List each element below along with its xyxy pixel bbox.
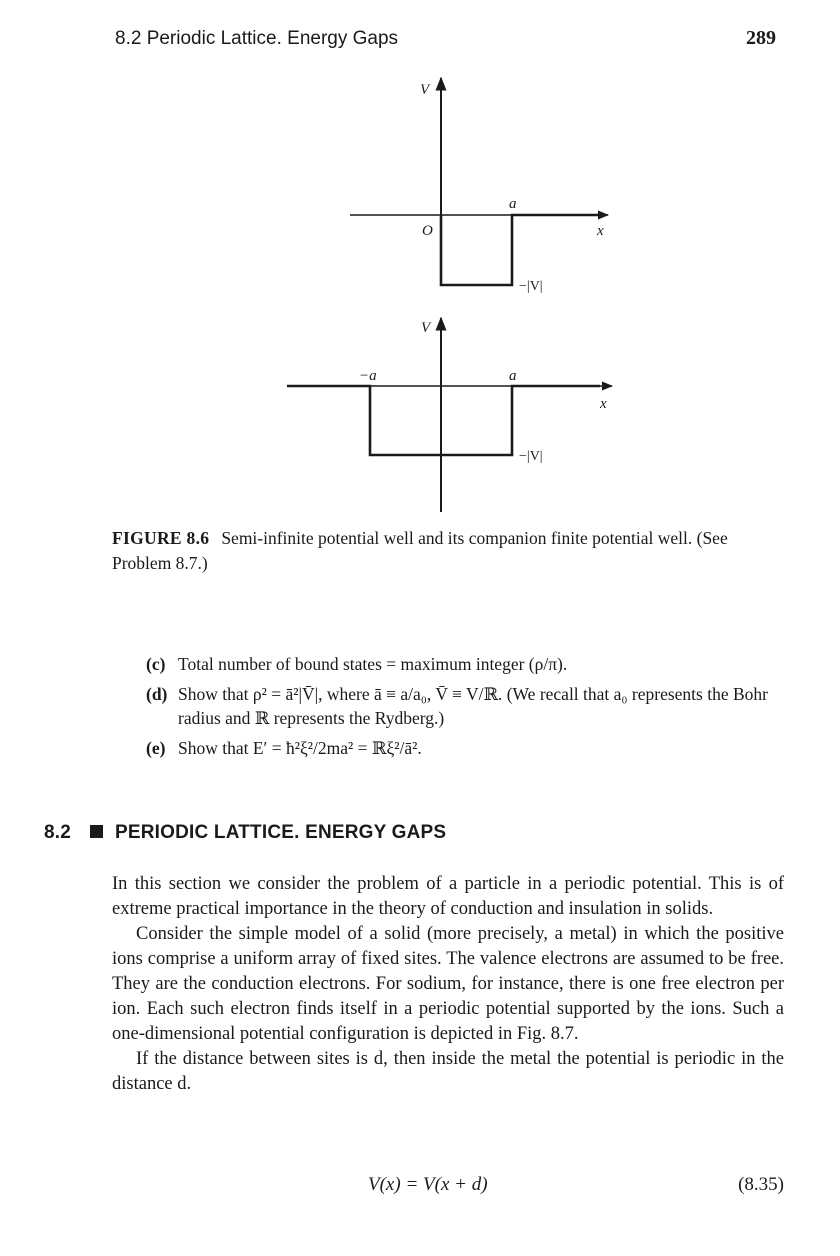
body-text — [112, 872, 784, 1097]
running-head: 8.2 Periodic Lattice. Energy Gaps — [115, 28, 399, 49]
caption-text: Semi-infinite potential well and its companion finite potential well. (See Problem 8.7.) — [112, 528, 728, 573]
item-label: (c) — [146, 654, 166, 674]
x-label-top: x — [597, 223, 604, 239]
well-profile-top — [441, 215, 600, 285]
depth-label-bottom: −|V| — [519, 449, 543, 464]
a-label-top: a — [509, 196, 517, 212]
origin-label: O — [422, 223, 433, 239]
figure-8-6 — [0, 0, 840, 530]
section-title: PERIODIC LATTICE. ENERGY GAPS — [115, 822, 447, 843]
neg-a-label: −a — [359, 368, 377, 384]
well-profile-bottom — [287, 386, 600, 455]
section-marker-icon — [90, 825, 103, 838]
item-text: Show that E′ = ħ²ξ²/2ma² = ℝξ²/ā². — [178, 738, 422, 758]
v-label-bottom: V — [421, 320, 431, 336]
page-number: 289 — [746, 27, 776, 49]
problem-item — [146, 682, 788, 730]
section-heading — [44, 822, 446, 844]
paragraph: In this section we consider the problem of a particle in a periodic potential. This is of extreme practical importance in the theory of conduction and insulation in solids. — [112, 874, 784, 919]
problem-items — [146, 652, 788, 766]
depth-label-top: −|V| — [519, 279, 543, 294]
semi-infinite-well-plot — [350, 78, 608, 294]
v-label-top: V — [420, 82, 430, 98]
finite-well-plot — [287, 318, 612, 512]
item-text: Show that ρ² = ā²|V̄|, where ā ≡ a/a₀, V̄ ≡ V/ℝ. (We recall that a₀ represents the Bohr radius and ℝ represents the Rydberg.) — [178, 684, 768, 728]
equation-number: (8.35) — [738, 1174, 784, 1195]
x-label-bottom: x — [600, 396, 607, 412]
paragraph: Consider the simple model of a solid (more precisely, a metal) in which the positive ions comprise a uniform array of fixed sites. The valence electrons are assumed to be free. They are the conduction electrons. For sodium, for instance, there is one free electron per ion. Each such electron finds itself in a periodic potential supported by the ions. Such a one-dimensional potential configuration is depicted in Fig. 8.7. — [112, 924, 784, 1044]
equation-text: V(x) = V(x + d) — [368, 1174, 488, 1195]
paragraph: If the distance between sites is d, then inside the metal the potential is periodic in the distance d. — [112, 1049, 784, 1094]
section-number: 8.2 — [44, 822, 72, 843]
figure-caption — [112, 526, 788, 576]
item-label: (e) — [146, 738, 166, 758]
problem-item — [146, 652, 788, 676]
item-text: Total number of bound states = maximum integer (ρ/π). — [178, 654, 568, 674]
caption-label: FIGURE 8.6 — [112, 528, 210, 548]
a-label-bottom: a — [509, 368, 517, 384]
item-label: (d) — [146, 684, 168, 704]
problem-item — [146, 736, 788, 760]
